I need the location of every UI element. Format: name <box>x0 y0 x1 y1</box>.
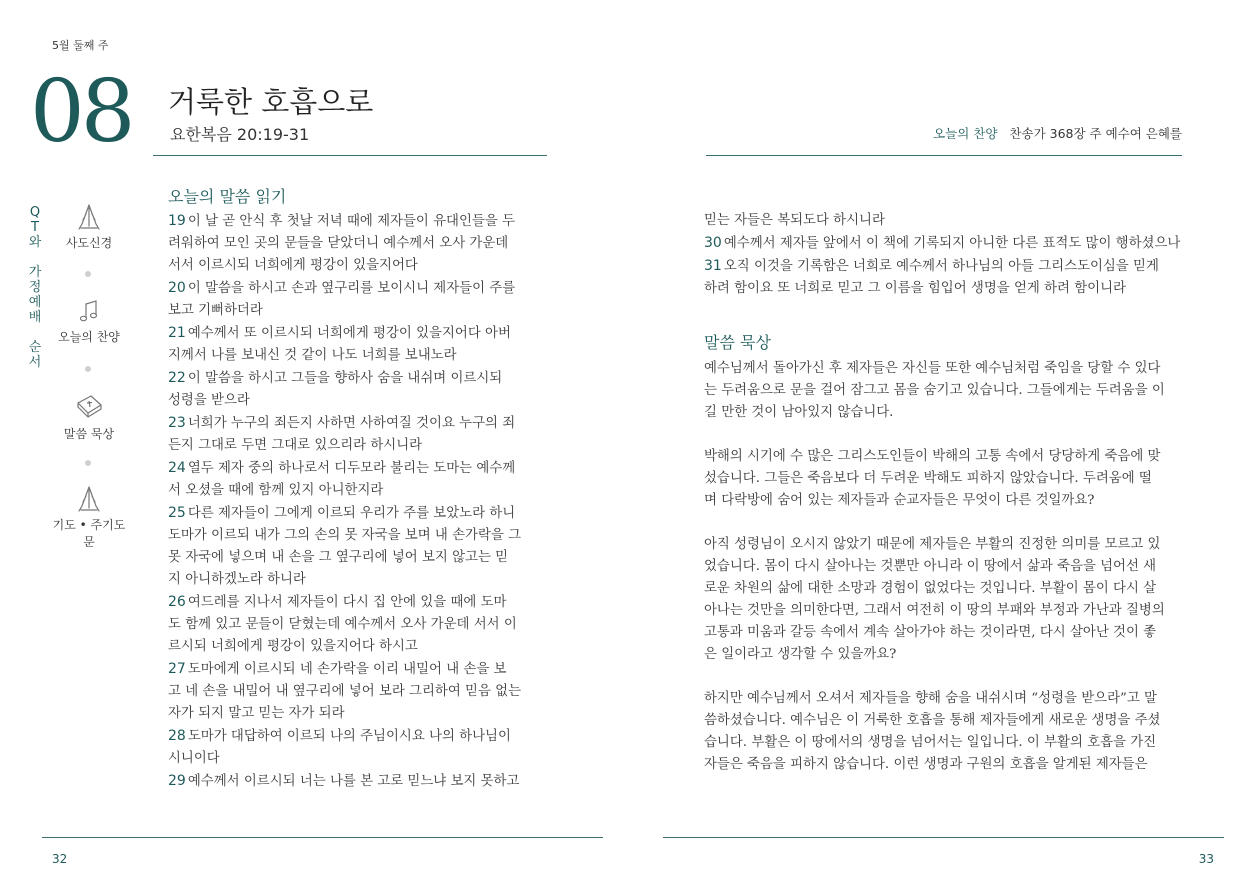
verse-number: 23 <box>168 415 186 431</box>
verse-text: 다른 제자들이 그에게 이르되 우리가 주를 보았노라 하니 <box>187 506 516 521</box>
verse-line <box>168 390 550 412</box>
header-rule-left <box>153 155 547 156</box>
verse-text: 이 날 곧 안식 후 첫날 저녁 때에 제자들이 유대인들을 두 <box>187 214 515 229</box>
verse-line <box>168 658 550 681</box>
vertical-title-char: 가 <box>28 265 42 280</box>
meditation-line: 자들은 죽음을 피하지 않습니다. 이런 생명과 구원의 호흡을 알게된 제자들은 <box>704 757 1148 772</box>
verse-text: 너희가 누구의 죄든지 사하면 사하여질 것이요 누구의 죄 <box>187 416 516 431</box>
verse-line <box>168 614 550 636</box>
vertical-title-char: 정 <box>28 280 42 295</box>
verse-line <box>704 232 1200 255</box>
meditation-line: 씀하셨습니다. 예수님은 이 거룩한 호흡을 통해 제자들에게 새로운 생명을 주셨 <box>704 713 1161 728</box>
meditation-line: 박해의 시기에 수 많은 그리스도인들이 박해의 고통 속에서 당당하게 죽음에 맞 <box>704 449 1161 464</box>
verse-text: 지 아니하겠노라 하니라 <box>168 572 306 587</box>
verse-text: 오직 이것을 기록함은 너희로 예수께서 하나님의 아들 그리스도이심을 믿게 <box>723 259 1159 274</box>
verse-line <box>168 525 550 547</box>
verse-line <box>168 277 550 300</box>
verse-line <box>168 569 550 591</box>
sidebar-item-label: 오늘의 찬양 <box>58 330 120 344</box>
verse-line <box>168 210 550 233</box>
verse-text: 시니이다 <box>168 751 220 766</box>
verse-line <box>704 278 1200 300</box>
vertical-title-char: 와 <box>28 235 42 250</box>
verse-text: 예수께서 이르시되 너는 나를 본 고로 믿느냐 보지 못하고 <box>187 774 520 789</box>
hymn-label: 오늘의 찬양 <box>933 126 998 141</box>
verses-left-column <box>168 210 550 793</box>
meditation-paragraph <box>704 534 1200 666</box>
verse-line <box>168 547 550 569</box>
meditation-line: 로운 차원의 삶에 대한 소망과 경험이 없었다는 것입니다. 부활이 몸이 다시 살 <box>704 581 1157 596</box>
verse-line <box>168 457 550 480</box>
meditation-line: 하지만 예수님께서 오셔서 제자들을 향해 숨을 내쉬시며 “성령을 받으라”고 말 <box>704 691 1157 706</box>
verse-line <box>168 770 550 793</box>
meditation-paragraph <box>704 446 1200 512</box>
praying-hands-icon <box>74 202 104 232</box>
week-label: 5월 둘째 주 <box>52 39 109 52</box>
sidebar-item-meditation <box>50 391 128 442</box>
verse-text: 성령을 받으라 <box>168 393 250 408</box>
verse-number: 29 <box>168 773 186 789</box>
verse-text: 하려 함이요 또 너희로 믿고 그 이름을 힘입어 생명을 얻게 하려 함이니라 <box>704 281 1126 296</box>
verse-text: 열두 제자 중의 하나로서 디두모라 불리는 도마는 예수께 <box>187 461 516 476</box>
vertical-title-char <box>28 250 42 265</box>
meditation-body <box>704 358 1200 798</box>
verse-text: 이 말씀을 하시고 그들을 향하사 숨을 내쉬며 이르시되 <box>187 371 503 386</box>
music-note-icon <box>74 296 104 326</box>
meditation-line: 는 두려움으로 문을 걸어 잠그고 몸을 숨기고 있습니다. 그들에게는 두려움을 이 <box>704 383 1165 398</box>
verse-number: 20 <box>168 280 186 296</box>
verse-number: 24 <box>168 460 186 476</box>
verse-line <box>168 233 550 255</box>
vertical-title-char: 배 <box>28 310 42 325</box>
verse-line <box>168 367 550 390</box>
sidebar-item-label: 말씀 묵상 <box>63 427 115 441</box>
verse-text: 서 오셨을 때에 함께 있지 아니한지라 <box>168 483 384 498</box>
verse-line <box>168 435 550 457</box>
verse-text: 도마가 대답하여 이르되 나의 주님이시요 나의 하나님이 <box>187 729 511 744</box>
sidebar-divider-dot <box>85 271 91 277</box>
footer-rule-left <box>42 837 603 838</box>
verse-number: 21 <box>168 325 186 341</box>
verse-text: 이 말씀을 하시고 손과 옆구리를 보이시니 제자들이 주를 <box>187 281 516 296</box>
verse-line <box>168 636 550 658</box>
verse-text: 예수께서 또 이르시되 너희에게 평강이 있을지어다 아버 <box>187 326 511 341</box>
sidebar-divider-dot <box>85 366 91 372</box>
meditation-paragraph <box>704 688 1200 776</box>
verse-line <box>168 725 550 748</box>
vertical-title-char: 순 <box>28 340 42 355</box>
hymn-info <box>933 124 1182 142</box>
verse-text: 도마에게 이르시되 네 손가락을 이리 내밀어 내 손을 보 <box>187 662 507 677</box>
praying-hands-icon <box>74 484 104 514</box>
verse-text: 보고 기뻐하더라 <box>168 303 263 318</box>
verse-number: 31 <box>704 258 722 274</box>
meditation-line: 아직 성령님이 오시지 않았기 때문에 제자들은 부활의 진정한 의미를 모르고 있 <box>704 537 1161 552</box>
verse-number: 28 <box>168 728 186 744</box>
verse-line <box>168 748 550 770</box>
verse-line <box>168 502 550 525</box>
verse-text: 못 자국에 넣으며 내 손을 그 옆구리에 넣어 보지 않고는 믿 <box>168 550 509 565</box>
sidebar-item-label: 기도 • 주기도문 <box>52 518 126 549</box>
vertical-title-char <box>28 325 42 340</box>
verse-line <box>704 255 1200 278</box>
meditation-line: 고통과 미움과 갈등 속에서 계속 살아가야 하는 것이라면, 다시 살아난 것이 좋 <box>704 625 1157 640</box>
scripture-reference: 요한복음 20:19-31 <box>170 125 310 144</box>
meditation-line: 며 다락방에 숨어 있는 제자들과 순교자들은 무엇이 다른 것일까요? <box>704 493 1095 508</box>
meditation-line: 습니다. 부활은 이 땅에서의 생명을 넘어서는 일입니다. 이 부활의 호흡을 가진 <box>704 735 1157 750</box>
page-number-right: 33 <box>1198 852 1214 866</box>
verse-number: 22 <box>168 370 186 386</box>
verse-number: 25 <box>168 505 186 521</box>
meditation-line: 예수님께서 돌아가신 후 제자들은 자신들 또한 예수님처럼 죽임을 당할 수 있다 <box>704 361 1161 376</box>
vertical-section-title <box>28 205 42 370</box>
bible-icon <box>73 391 105 423</box>
verse-line <box>168 591 550 614</box>
meditation-line: 은 일이라고 생각할 수 있을까요? <box>704 647 897 662</box>
verse-text: 지께서 나를 보내신 것 같이 나도 너희를 보내노라 <box>168 348 457 363</box>
verse-text: 려워하여 모인 곳의 문들을 닫았더니 예수께서 오사 가운데 <box>168 236 509 251</box>
verse-number: 30 <box>704 235 722 251</box>
sidebar-item-creed <box>50 202 128 251</box>
verse-line <box>168 412 550 435</box>
page-number-left: 32 <box>52 852 68 866</box>
verse-text: 도 함께 있고 문들이 닫혔는데 예수께서 오사 가운데 서서 이 <box>168 617 517 632</box>
verse-number: 26 <box>168 594 186 610</box>
verse-text: 자가 되지 말고 믿는 자가 되라 <box>168 706 345 721</box>
meditation-paragraph <box>704 358 1200 424</box>
verse-text: 서서 이르시되 너희에게 평강이 있을지어다 <box>168 258 418 273</box>
verse-text: 르시되 너희에게 평강이 있을지어다 하시고 <box>168 639 418 654</box>
sidebar-item-label: 사도신경 <box>65 236 113 250</box>
verse-line <box>168 322 550 345</box>
meditation-line: 길 만한 것이 남아있지 않습니다. <box>704 405 894 420</box>
verse-line <box>168 345 550 367</box>
verse-line <box>168 300 550 322</box>
verse-text: 예수께서 제자들 앞에서 이 책에 기록되지 아니한 다른 표적도 많이 행하셨으나 <box>723 236 1181 251</box>
verse-text: 든지 그대로 두면 그대로 있으리라 하시니라 <box>168 438 423 453</box>
reading-heading: 오늘의 말씀 읽기 <box>168 187 287 206</box>
verse-line <box>168 681 550 703</box>
verse-line <box>168 480 550 502</box>
sidebar-item-hymn <box>50 296 128 345</box>
verse-text: 여드레를 지나서 제자들이 다시 집 안에 있을 때에 도마 <box>187 595 507 610</box>
verse-text: 고 네 손을 내밀어 내 옆구리에 넣어 보라 그리하여 믿음 없는 <box>168 684 522 699</box>
meditation-heading: 말씀 묵상 <box>704 333 771 352</box>
sidebar-divider-dot <box>85 460 91 466</box>
meditation-line: 었습니다. 몸이 다시 살아나는 것뿐만 아니라 이 땅에서 삶과 죽음을 넘어선 새 <box>704 559 1157 574</box>
vertical-title-char: T <box>31 220 39 235</box>
verse-number: 19 <box>168 213 186 229</box>
footer-rule-right <box>663 837 1224 838</box>
verse-line <box>168 703 550 725</box>
hymn-title: 찬송가 368장 주 예수여 은혜를 <box>1009 126 1182 141</box>
vertical-title-char: 예 <box>28 295 42 310</box>
verse-text: 도마가 이르되 내가 그의 손의 못 자국을 보며 내 손가락을 그 <box>168 528 522 543</box>
verse-number: 27 <box>168 661 186 677</box>
meditation-line: 섰습니다. 그들은 죽음보다 더 두려운 박해도 피하지 않았습니다. 두려움에 떨 <box>704 471 1152 486</box>
header-rule-right <box>706 155 1182 156</box>
verses-right-column <box>704 210 1200 300</box>
vertical-title-char: Q <box>29 205 41 220</box>
meditation-line: 아나는 것만을 의미한다면, 그래서 여전히 이 땅의 부패와 부정과 가난과 질병의 <box>704 603 1165 618</box>
sidebar-item-prayer <box>50 484 128 550</box>
day-number: 08 <box>30 62 132 162</box>
verse-line <box>168 255 550 277</box>
verse-continuation: 믿는 자들은 복되도다 하시니라 <box>704 213 885 228</box>
vertical-title-char: 서 <box>28 355 42 370</box>
page-title: 거룩한 호흡으로 <box>168 85 374 119</box>
